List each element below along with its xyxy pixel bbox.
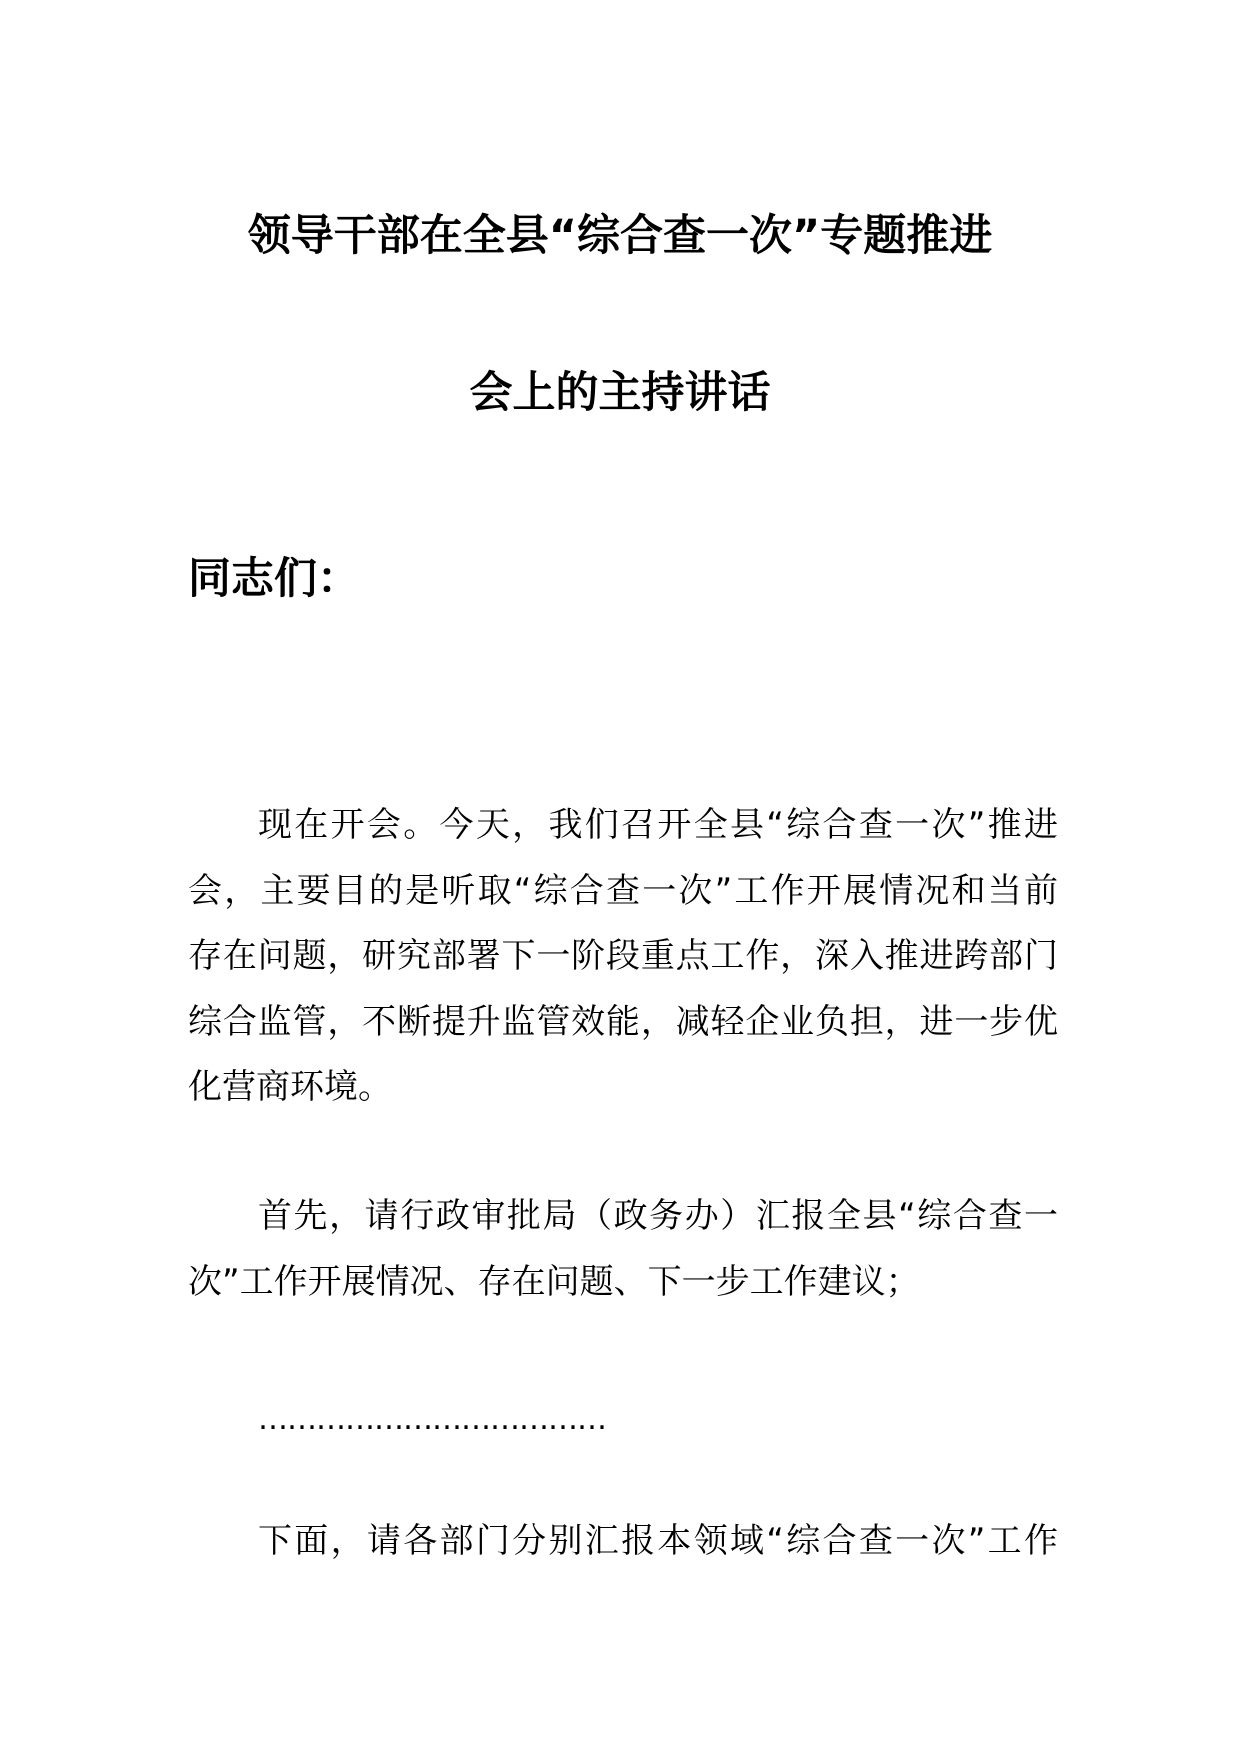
salutation: 同志们：	[188, 554, 360, 604]
paragraph-line: 下面，请各部门分别汇报本领域“综合查一次”工作	[258, 1521, 1058, 1561]
paragraph-line: 化营商环境。	[188, 1067, 392, 1107]
document-title-line-2: 会上的主持讲话	[469, 368, 771, 418]
paragraph-opening	[188, 793, 1058, 1121]
paragraph-line: 次”工作开展情况、存在问题、下一步工作建议；	[188, 1261, 920, 1302]
ellipsis-separator: ………………………………	[258, 1402, 606, 1437]
document-title-line-1: 领导干部在全县“综合查一次”专题推进	[247, 211, 993, 261]
paragraph-department-reports	[188, 1509, 1058, 1575]
paragraph-line: 现在开会。今天，我们召开全县“综合查一次”推进	[258, 805, 1058, 845]
paragraph-line: 综合监管，不断提升监管效能，减轻企业负担，进一步优	[188, 1001, 1058, 1042]
paragraph-line: 会，主要目的是听取“综合查一次”工作开展情况和当前	[188, 870, 1058, 911]
paragraph-line: 存在问题，研究部署下一阶段重点工作，深入推进跨部门	[188, 936, 1058, 976]
paragraph-first-report	[188, 1184, 1058, 1315]
paragraph-line: 首先，请行政审批局（政务办）汇报全县“综合查一	[258, 1196, 1058, 1236]
